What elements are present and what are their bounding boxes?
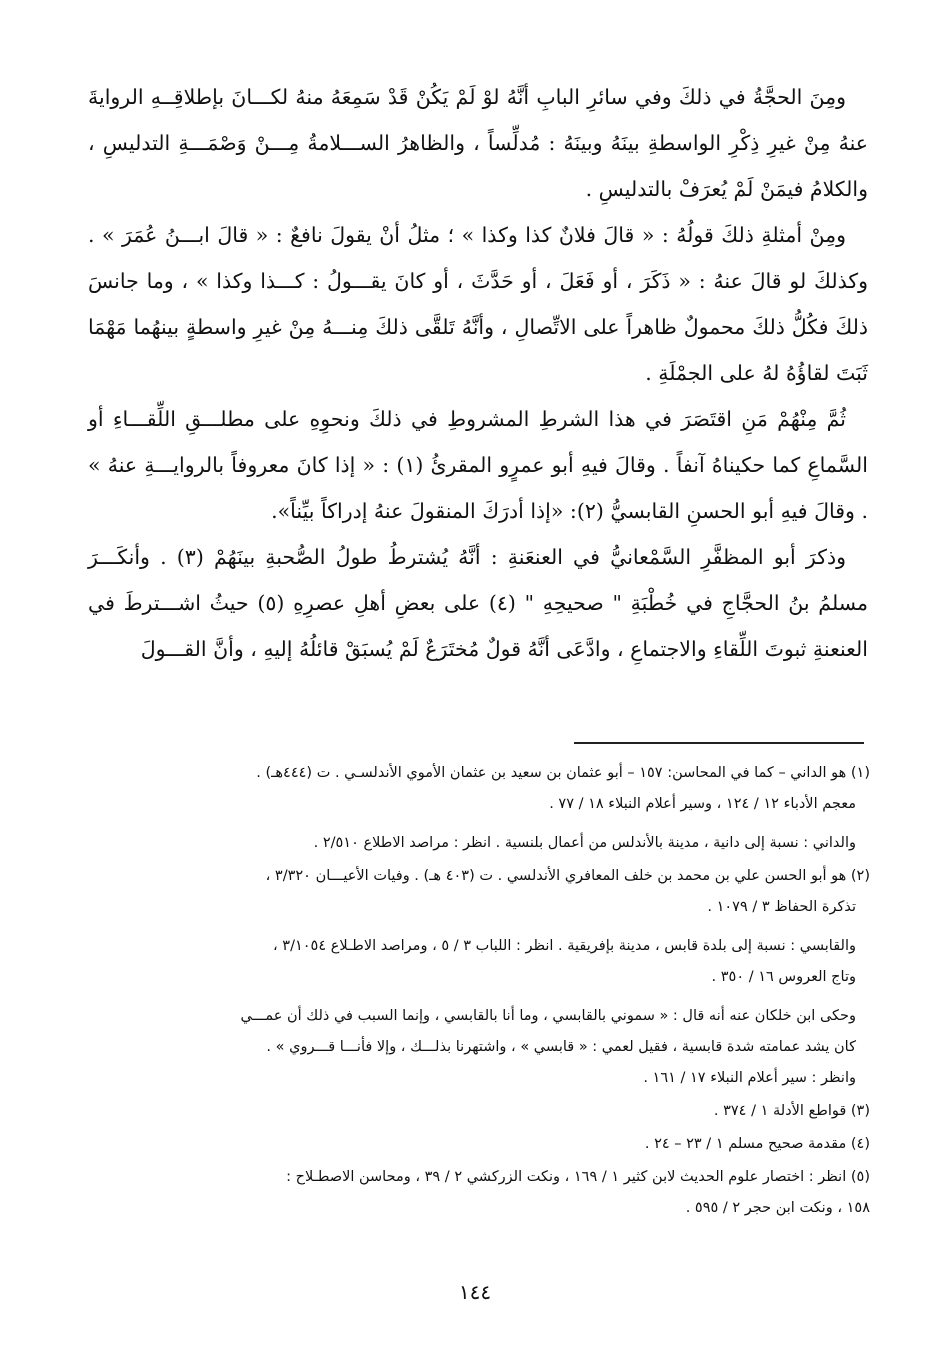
- footnote-line: والداني : نسبة إلى دانية ، مدينة بالأندلس من أعمال بلنسية . انظر : مراصد الاطلاع ٢/٥١٠ .: [313, 835, 856, 851]
- footnote-2: [88, 861, 870, 1094]
- paragraph: وذكرَ أبو المظفَّرِ السَّمْعانيُّ في العنعَنةِ : أنَّهُ يُشترطُ طولُ الصُّحبةِ بينَهُمْ (٣) . وأنكَـــرَ مسلمُ بنُ الحجَّاجِ في خُطْبَةِ " صحيحِهِ " (٤) على بعضِ أهلِ عصرِهِ (٥) حيثُ اشـــترطَ في العنعنةِ ثبوتَ اللِّقاءِ والاجتماعِ ، وادَّعَى أنَّهُ قولٌ مُختَرَعٌ لَمْ يُسبَقْ قائلُهُ إليهِ ، وأنَّ القـــولَ: [88, 545, 868, 661]
- footnote-1: [88, 758, 870, 859]
- paragraph: ومِنَ الحجَّةُ في ذلكَ وفي سائرِ البابِ أنَّهُ لوْ لَمْ يَكُنْ قَدْ سَمِعَهُ منهُ لكـــانَ بإطلاقِــهِ الروايةَ عنهُ مِنْ غيرِ ذِكْرِ الواسطةِ بينَهُ وبينَهُ : مُدلِّساً ، والظاهرُ الســـلامةُ مِـــنْ وَصْمَـــةِ التدليسِ ، والكلامُ فيمَنْ لَمْ يُعرَفْ بالتدليسِ .: [88, 85, 868, 201]
- footnote-line: وانظر : سير أعلام النبلاء ١٧ / ١٦١ .: [643, 1070, 856, 1086]
- footnote-separator: [574, 742, 864, 744]
- paragraph: ثُمَّ مِنْهُمْ مَنِ اقتَصَرَ في هذا الشرطِ المشروطِ في ذلكَ ونحوِهِ على مطلـــقِ اللِّقـــاءِ أو السَّماعِ كما حكيناهُ آنفاً . وقالَ فيهِ أبو عمرٍو المقرئُ (١) : « إذا كانَ معروفاً بالروايـــةِ عنهُ » . وقالَ فيهِ أبو الحسنِ القابسيُّ (٢): «إذا أدرَكَ المنقولَ عنهُ إدراكاً بيِّناً».: [88, 407, 868, 523]
- footnote-line: (٢) هو أبو الحسن علي بن محمد بن خلف المعافري الأندلسي . ت (٤٠٣ هـ) . وفيات الأعيـــان ٣/٣٢٠ ،: [265, 868, 870, 884]
- footnote-line: ١٥٨ ، ونكت ابن حجر ٢ / ٥٩٥ .: [685, 1200, 870, 1216]
- footnote-4: (٤) مقدمة صحيح مسلم ١ / ٢٣ – ٢٤ .: [644, 1136, 870, 1152]
- footnote-5: [88, 1162, 870, 1224]
- main-text: [88, 74, 868, 672]
- paragraph: ومِنْ أمثلةِ ذلكَ قولُهُ : « قالَ فلانٌ كذا وكذا » ؛ مثلُ أنْ يقولَ نافعٌ : « قالَ ابـــنُ عُمَرَ » . وكذلكَ لو قالَ عنهُ : « ذَكَرَ ، أو فَعَلَ ، أو حَدَّثَ ، أو كانَ يقـــولُ : كـــذا وكذا » ، وما جانسَ ذلكَ فكُلُّ ذلكَ محمولٌ ظاهراً على الاتِّصالِ ، وأنَّهُ تَلقَّى ذلكَ مِنـــهُ مِنْ غيرِ واسطةٍ بينهُما مَهْمَا ثَبَتَ لقاؤُهُ لهُ على الجمْلَةِ .: [88, 223, 868, 385]
- footnote-line: تذكرة الحفاظ ٣ / ١٠٧٩ .: [707, 899, 856, 915]
- footnote-line: كان يشد عمامته شدة قابسية ، فقيل لعمي : « قابسي » ، واشتهرنا بذلـــك ، وإلا فأنـــا قـــروي » .: [266, 1039, 856, 1055]
- footnote-line: وتاج العروس ١٦ / ٣٥٠ .: [711, 969, 856, 985]
- footnote-line: وحكى ابن خلكان عنه أنه قال : « سموني بالقابسي ، وما أنا بالقابسي ، وإنما السبب في ذلك أن عمـــي: [240, 1008, 856, 1024]
- footnote-3: (٣) قواطع الأدلة ١ / ٣٧٤ .: [713, 1103, 870, 1119]
- page-number: ١٤٤: [458, 1280, 492, 1304]
- footnote-line: والقابسي : نسبة إلى بلدة قابس ، مدينة بإفريقية . انظر : اللباب ٣ / ٥ ، ومراصد الاطـلاع ٣/١٠٥٤ ،: [273, 938, 856, 954]
- footnote-line: (٥) انظر : اختصار علوم الحديث لابن كثير ١ / ١٦٩ ، ونكت الزركشي ٢ / ٣٩ ، ومحاسن الاصطـلاح :: [286, 1169, 870, 1185]
- footnote-line: معجم الأدباء ١٢ / ١٢٤ ، وسير أعلام النبلاء ١٨ / ٧٧ .: [549, 796, 856, 812]
- footnote-line: (١) هو الداني – كما في المحاسن: ١٥٧ – أبو عثمان بن سعيد بن عثمان الأموي الأندلسـي . ت (٤٤٤هـ) .: [256, 765, 870, 781]
- footnotes: [88, 758, 870, 1224]
